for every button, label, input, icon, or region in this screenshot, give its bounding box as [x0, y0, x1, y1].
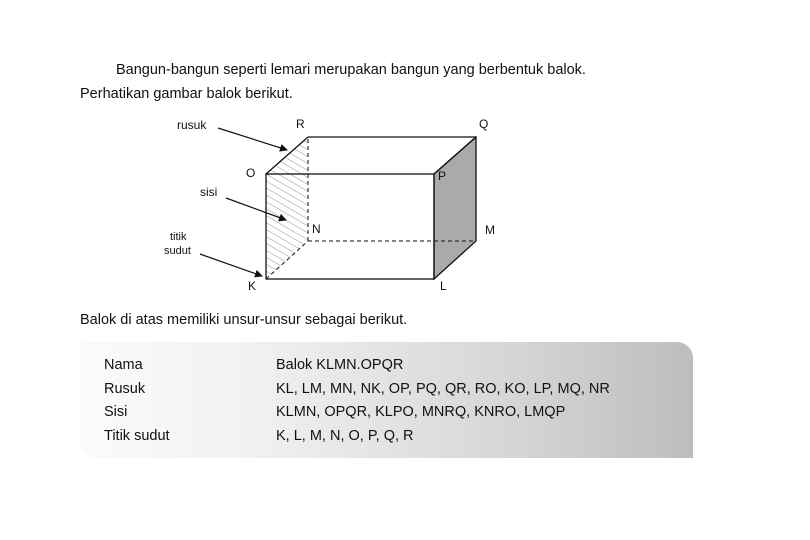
properties-panel — [80, 342, 693, 458]
intro-paragraph-line1: Bangun-bangun seperti lemari merupakan bangun yang berbentuk balok. — [116, 62, 586, 78]
property-label: Titik sudut — [104, 428, 170, 444]
vertex-label-o: O — [246, 166, 256, 180]
vertex-label-l: L — [440, 279, 447, 293]
vertex-label-k: K — [248, 279, 257, 293]
vertex-label-r: R — [296, 117, 305, 131]
callout-arrow-titik-sudut — [200, 254, 262, 276]
callout-titik-sudut-line1: titik — [170, 231, 187, 243]
callout-rusuk: rusuk — [177, 118, 207, 132]
property-value: KLMN, OPQR, KLPO, MNRQ, KNRO, LMQP — [276, 404, 566, 420]
hatched-face-knro — [266, 137, 308, 279]
callout-titik-sudut-line2: sudut — [164, 245, 191, 257]
vertex-label-m: M — [485, 223, 495, 237]
vertex-label-p: P — [438, 169, 447, 183]
property-value: K, L, M, N, O, P, Q, R — [276, 428, 414, 444]
vertex-label-q: Q — [479, 117, 489, 131]
callout-sisi: sisi — [200, 185, 218, 199]
summary-intro: Balok di atas memiliki unsur-unsur sebagai berikut. — [80, 312, 408, 328]
intro-paragraph-line2: Perhatikan gambar balok berikut. — [80, 86, 293, 102]
property-label: Sisi — [104, 404, 128, 420]
callout-arrow-rusuk — [218, 128, 287, 150]
property-label: Rusuk — [104, 381, 146, 397]
property-label: Nama — [104, 357, 143, 373]
property-value: Balok KLMN.OPQR — [276, 357, 404, 373]
shaded-face-lmqp — [434, 137, 476, 279]
property-value: KL, LM, MN, NK, OP, PQ, QR, RO, KO, LP, MQ, NR — [276, 381, 610, 397]
vertex-label-n: N — [312, 222, 321, 236]
